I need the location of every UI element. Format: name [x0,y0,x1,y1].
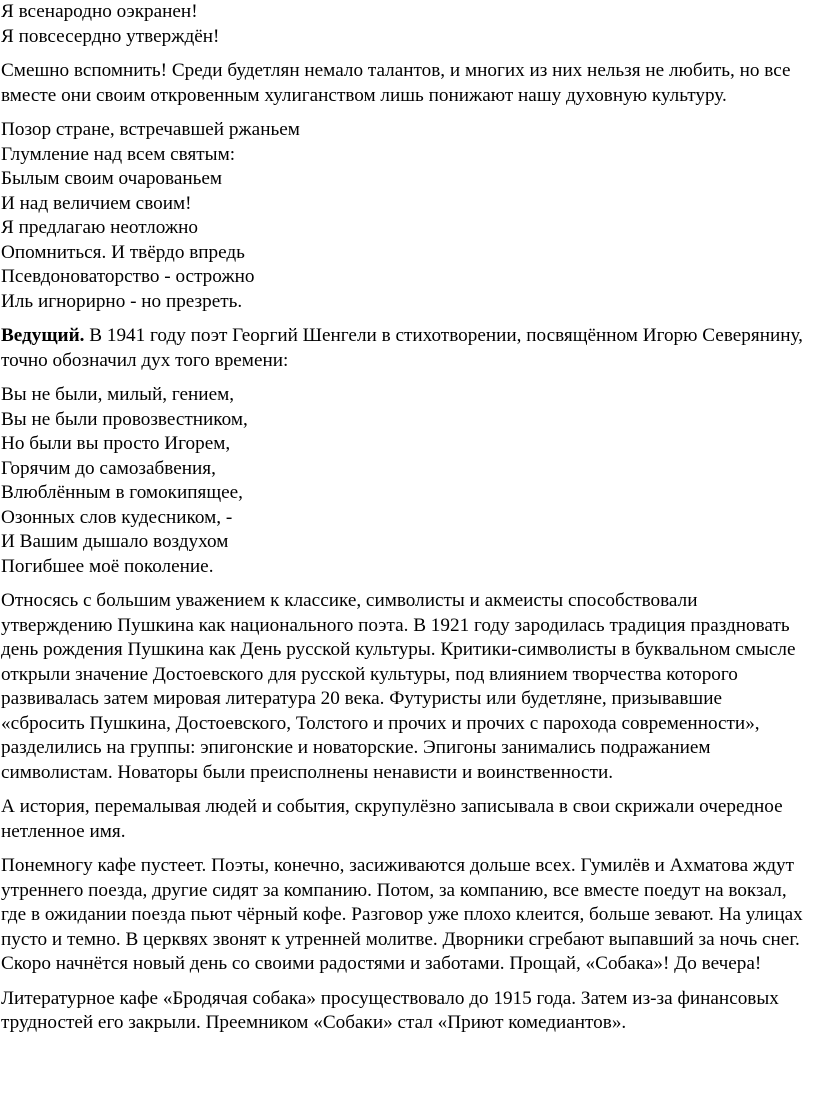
paragraph-stray-dog: Литературное кафе «Бродячая собака» просуществовало до 1915 года. Затем из-за финансовых трудностей его закрыли. Преемником «Собаки» стал «Приют комедиантов». [1,987,779,1033]
poem-line: И над величием своим! [1,192,192,214]
paragraph-symbolists: Относясь с большим уважением к классике, символисты и акмеисты способствовали утверждению Пушкина как национального поэта. В 1921 году зародилась традиция праздновать день рождения Пушкина как День русской культуры. Критики-символисты в буквальном смысле открыли значение Достоевского для русской культуры, под влиянием творчества которого развивалась затем мировая литература 20 века. Футуристы или будетляне, призывавшие «сбросить Пушкина, Достоевского, Толстого и прочих и прочих с парохода современности», разделились на группы: эпигонские и новаторские. Эпигоны занимались подражанием символистам. Новаторы были преисполнены ненависти и воинственности. [1,590,796,783]
poem-line: Я повсесердно утверждён! [1,25,220,47]
paragraph-history: А история, перемалывая людей и события, скрупулёзно записывала в свои скрижали очередное нетленное имя. [1,796,783,842]
poem-line: Я предлагаю неотложно [1,217,198,238]
poem-line: Опомниться. И твёрдо впредь [1,241,245,263]
paragraph-host [1,324,810,373]
poem-line: Вы не были, милый, гением, [1,384,235,405]
poem-line: Былым своим очарованьем [1,168,223,189]
poem-line: Позор стране, встречавшей ржаньем [1,119,300,140]
poem-line: Глумление над всем святым: [1,143,236,165]
poem-stanza-3 [1,383,810,579]
poem-line: Вы не были провозвестником, [1,408,248,430]
host-text: В 1941 году поэт Георгий Шенгели в стихотворении, посвящённом Игорю Северянину, точно обозначил дух того времени: [1,325,803,371]
poem-line: Влюблённым в гомокипящее, [1,482,243,503]
poem-line: Озонных слов кудесником, - [1,506,233,528]
poem-line: Но были вы просто Игорем, [1,433,231,454]
poem-stanza-2 [1,118,810,314]
poem-stanza-1 [1,0,810,49]
poem-line: Погибшее моё поколение. [1,555,214,577]
speaker-label: Ведущий. [1,325,85,346]
poem-line: Псевдоноваторство - острожно [1,266,255,287]
poem-line: Иль игнорирно - но презреть. [1,290,243,312]
paragraph-futurists: Смешно вспомнить! Среди будетлян немало талантов, и многих из них нельзя не любить, но все вместе они своим откровенным хулиганством лишь понижают нашу духовную культуру. [1,60,791,106]
poem-line: Я всенародно оэкранен! [1,1,198,22]
poem-line: И Вашим дышало воздухом [1,531,229,552]
poem-line: Горячим до самозабвения, [1,457,216,479]
paragraph-cafe-empties: Понемногу кафе пустеет. Поэты, конечно, засиживаются дольше всех. Гумилёв и Ахматова ждут утреннего поезда, другие сидят за компанию. Потом, за компанию, все вместе поедут на вокзал, где в ожидании поезда пьют чёрный кофе. Разговор уже плохо клеится, больше зевают. На улицах пусто и темно. В церквях звонят к утренней молитве. Дворники сгребают выпавший за ночь снег. Скоро начнётся новый день со своими радостями и заботами. Прощай, «Собака»! До вечера! [1,855,803,974]
